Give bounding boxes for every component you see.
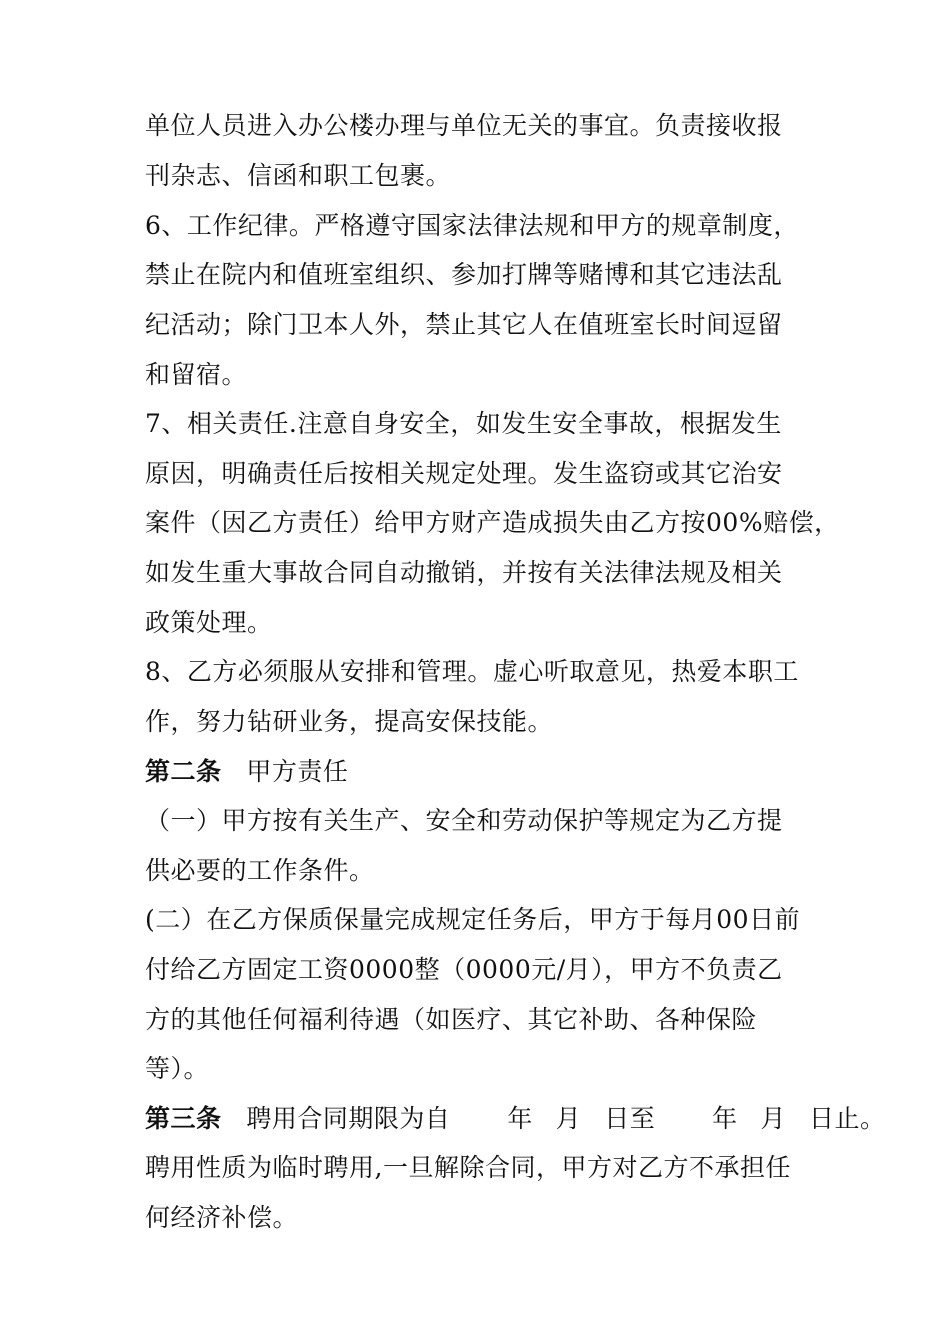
- year-label: 年: [712, 1104, 738, 1133]
- article-3-heading-line: [145, 1103, 885, 1135]
- article-3-line: 何经济补偿。: [145, 1203, 299, 1232]
- article-3-text: 聘用合同期限为自: [246, 1104, 451, 1133]
- body-line: 案件（因乙方责任）给甲方财产造成损失由乙方按00%赔偿，: [145, 508, 840, 537]
- body-line: 原因，明确责任后按相关规定处理。发生盗窃或其它治安: [145, 459, 783, 488]
- body-line: 禁止在院内和值班室组织、参加打牌等赌博和其它违法乱: [145, 260, 783, 289]
- body-line: 作，努力钻研业务，提高安保技能。: [145, 707, 554, 736]
- article-2-line: 方的其他任何福利待遇（如医疗、其它补助、各种保险: [145, 1005, 758, 1034]
- month-label: 月: [760, 1104, 787, 1133]
- clause-6-line: 6、工作纪律。严格遵守国家法律法规和甲方的规章制度，: [145, 211, 799, 240]
- article-2-line: (二）在乙方保质保量完成规定任务后，甲方于每月00日前: [145, 905, 801, 934]
- body-line: 单位人员进入办公楼办理与单位无关的事宜。负责接收报: [145, 111, 783, 140]
- year-label: 年: [507, 1104, 533, 1133]
- article-2-title: 甲方责任: [246, 757, 349, 786]
- day-label: 日止。: [808, 1104, 886, 1133]
- body-line: 纪活动；除门卫本人外，禁止其它人在值班室长时间逗留: [145, 310, 783, 339]
- clause-8-line: 8、乙方必须服从安排和管理。虚心听取意见，热爱本职工: [145, 657, 799, 686]
- article-2-line: （一）甲方按有关生产、安全和劳动保护等规定为乙方提: [145, 806, 783, 835]
- article-2-heading: 第二条: [145, 757, 222, 786]
- body-line: 刊杂志、信函和职工包裹。: [145, 161, 452, 190]
- clause-7-line: 7、相关责任.注意自身安全，如发生安全事故，根据发生: [145, 409, 782, 438]
- article-2-line: 付给乙方固定工资0000整（0000元/月），甲方不负责乙: [145, 955, 783, 984]
- month-label: 月: [555, 1104, 582, 1133]
- body-line: 和留宿。: [145, 360, 248, 389]
- article-3-heading: 第三条: [145, 1104, 222, 1133]
- article-2-heading-line: [145, 756, 348, 788]
- day-label: 日至: [604, 1104, 656, 1133]
- article-2-line: 供必要的工作条件。: [145, 856, 375, 885]
- article-2-line: 等）。: [145, 1054, 210, 1083]
- article-3-line: 聘用性质为临时聘用,一旦解除合同，甲方对乙方不承担任: [145, 1153, 791, 1182]
- body-line: 如发生重大事故合同自动撤销，并按有关法律法规及相关: [145, 558, 783, 587]
- body-line: 政策处理。: [145, 608, 273, 637]
